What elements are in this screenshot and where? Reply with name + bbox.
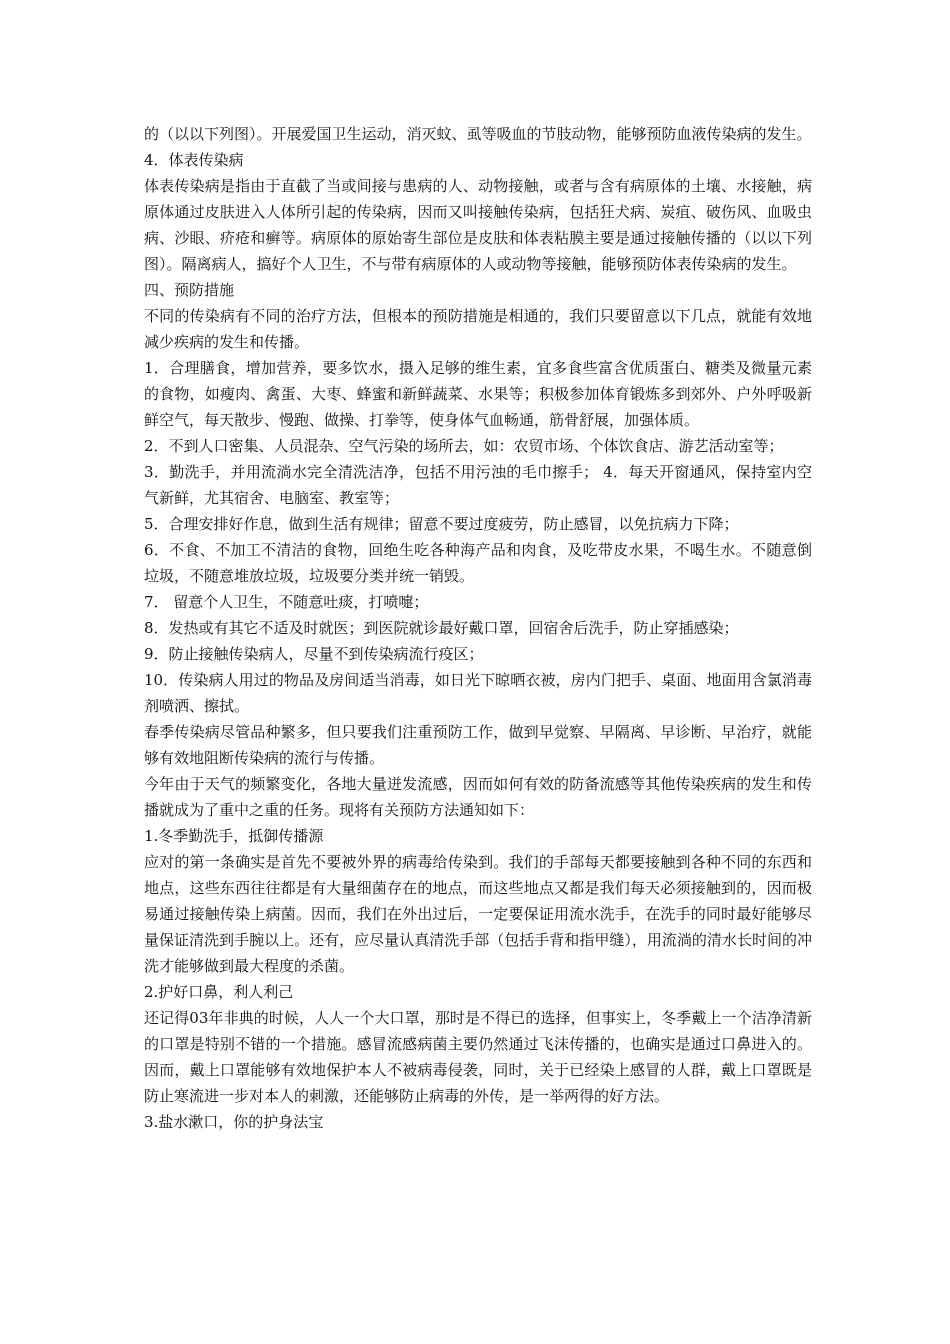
list-item: 3．勤洗手，并用流淌水完全清洗洁净，包括不用污浊的毛巾擦手； 4．每天开窗通风，保持室内空气新鲜，尤其宿舍、电脑室、教室等； (144, 463, 812, 507)
list-item: 1．合理膳食，增加营养，要多饮水，摄入足够的维生素，宜多食些富含优质蛋白、糖类及微量元素的食物，如瘦肉、禽蛋、大枣、蜂蜜和新鲜蔬菜、水果等；积极参加体育锻炼多到郊外、户外呼吸新鲜空气，每天散步、慢跑、做操、打拳等，使身体气血畅通，筋骨舒展，加强体质。 (144, 359, 812, 429)
paragraph: 应对的第一条确实是首先不要被外界的病毒给传染到。我们的手部每天都要接触到各种不同的东西和地点，这些东西往往都是有大量细菌存在的地点，而这些地点又都是我们每天必须接触到的，因而极易通过接触传染上病菌。因而，我们在外出过后，一定要保证用流水洗手，在洗手的同时最好能够尽量保证清洗到手腕以上。还有，应尽量认真清洗手部（包括手背和指甲缝），用流淌的清水长时间的冲洗才能够做到最大程度的杀菌。 (144, 853, 812, 975)
paragraph: 还记得03年非典的时候，人人一个大口罩，那时是不得已的选择，但事实上，冬季戴上一个洁净清新的口罩是特别不错的一个措施。感冒流感病菌主要仍然通过飞沫传播的，也确实是通过口鼻进入的。因而，戴上口罩能够有效地保护本人不被病毒侵袭，同时，关于已经染上感冒的人群，戴上口罩既是防止寒流进一步对本人的刺激，还能够防止病毒的外传，是一举两得的好方法。 (144, 1009, 812, 1105)
list-item: 6．不食、不加工不清洁的食物，回绝生吃各种海产品和肉食，及吃带皮水果，不喝生水。不随意倒垃圾，不随意堆放垃圾，垃圾要分类并统一销毁。 (144, 541, 812, 585)
list-item: 10．传染病人用过的物品及房间适当消毒，如日光下晾晒衣被，房内门把手、桌面、地面用含氯消毒剂喷洒、擦拭。 (144, 671, 812, 715)
section-heading: 2.护好口鼻，利人利己 (144, 983, 294, 1001)
list-item: 2．不到人口密集、人员混杂、空气污染的场所去，如：农贸市场、个体饮食店、游艺活动室等； (144, 437, 784, 455)
paragraph: 今年由于天气的频繁变化，各地大量迸发流感，因而如何有效的防备流感等其他传染疾病的发生和传播就成为了重中之重的任务。现将有关预防方法通知如下： (144, 775, 812, 819)
paragraph: 的（以以下列图）。开展爱国卫生运动，消灭蚊、虱等吸血的节肢动物，能够预防血液传染病的发生。 (144, 125, 812, 143)
paragraph: 体表传染病是指由于直截了当或间接与患病的人、动物接触，或者与含有病原体的土壤、水接触，病原体通过皮肤进入人体所引起的传染病，因而又叫接触传染病，包括狂犬病、炭疽、破伤风、血吸虫病、沙眼、疥疮和癣等。病原体的原始寄生部位是皮肤和体表粘膜主要是通过接触传播的（以以下列图）。隔离病人，搞好个人卫生，不与带有病原体的人或动物等接触，能够预防体表传染病的发生。 (144, 177, 812, 273)
section-heading: 1.冬季勤洗手，抵御传播源 (144, 827, 324, 845)
list-item: 7． 留意个人卫生，不随意吐痰，打喷嚏； (144, 593, 429, 611)
section-heading: 四、预防措施 (144, 281, 235, 299)
list-item: 9．防止接触传染病人，尽量不到传染病流行疫区； (144, 645, 484, 663)
list-item: 5．合理安排好作息，做到生活有规律；留意不要过度疲劳，防止感冒，以免抗病力下降； (144, 515, 739, 533)
section-heading: 3.盐水漱口，你的护身法宝 (144, 1113, 324, 1131)
list-item: 8．发热或有其它不适及时就医；到医院就诊最好戴口罩，回宿舍后洗手，防止穿插感染； (144, 619, 739, 637)
section-heading: 4．体表传染病 (144, 151, 244, 169)
document-body (144, 121, 812, 1135)
paragraph: 不同的传染病有不同的治疗方法，但根本的预防措施是相通的，我们只要留意以下几点，就能有效地减少疾病的发生和传播。 (144, 307, 812, 351)
paragraph: 春季传染病尽管品种繁多，但只要我们注重预防工作，做到早觉察、早隔离、早诊断、早治疗，就能够有效地阻断传染病的流行与传播。 (144, 723, 812, 767)
